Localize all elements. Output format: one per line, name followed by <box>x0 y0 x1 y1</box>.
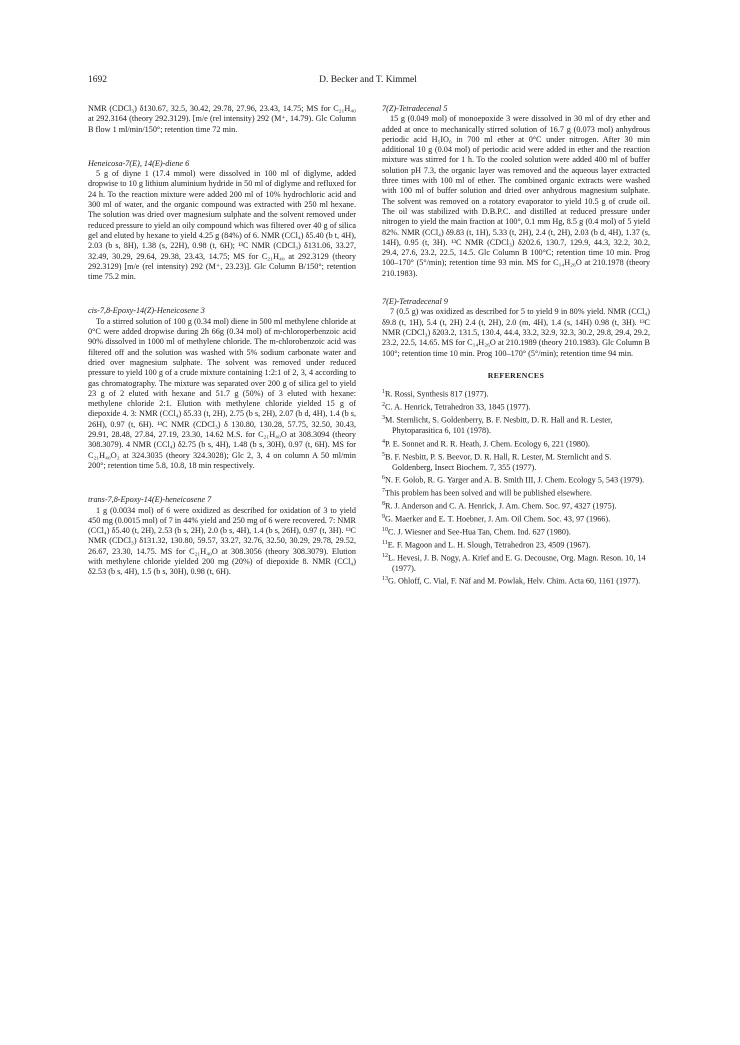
reference-item <box>382 574 650 587</box>
reference-text: E. F. Magoon and L. H. Slough, Tetrahedron 23, 4509 (1967). <box>387 540 591 550</box>
reference-item <box>382 473 650 486</box>
reference-number: 8 <box>382 500 385 507</box>
reference-text: R. Rossi, Synthesis 817 (1977). <box>385 389 489 399</box>
body-paragraph: 15 g (0.049 mol) of monoepoxide 3 were dissolved in 30 ml of dry ether and added at once to mechanically stirred solution of 16.7 g (0.073 mol) anhydrous periodic acid H₅IO₆ in 700 ml ether at 0°C under nitrogen. After 30 min additional 10 g (0.04 mol) of periodic acid were added in ether and the reaction mixture was stirred for 1 h. To the cooled solution were added 400 ml of buffer solution pH 7.3, the organic layer was removed and the aqueous layer extracted three times with 100 ml of ether. The combined organic extracts were washed with 100 ml of buffer solution and dried over anhydrous magnesium sulphate. The solvent was removed on a rotatory evaporator to yield 10.5 g of crude oil. The oil was stabilized with D.B.P.C. and distilled at reduced pressure under nitrogen to yield the main fraction at 100°, 0.1 mm Hg, 8.5 g (0.4 mol) of 5 yield 82%. NMR (CCl₄) δ9.83 (t, 1H), 5.33 (t, 2H), 2.4 (t, 2H), 2.03 (b d, 4H), 1.37 (s, 14H), 0.95 (t, 3H). ¹³C NMR (CDCl₃) δ202.6, 130.7, 129.9, 44.3, 32.2, 30.2, 29.4, 27.6, 23.2, 22.5, 14.5. Glc Column B 100°C; retention time 10 min. Prog 100–170° (5°/min); retention time 93 min. MS for C₁₄H₂₆O at 210.1978 (theory 210.1983). <box>382 114 650 278</box>
section-heading: 7(Z)-Tetradecenal 5 <box>382 104 448 113</box>
body-paragraph: To a stirred solution of 100 g (0.34 mol) diene in 500 ml methylene chloride at 0°C were added dropwise during 2h 66g (0.34 mol) of m-chloroperbenzoic acid 90% dissolved in 1000 ml of methylene chloride. The m-chlorobenzoic acid was filtered off and the solution was washed with 5% sodium carbonate water and dried over magnesium sulphate. The solvent was removed under reduced pressure to yield 100 g of a crude mixture containing 1:2:1 of 2, 3, 4 according to gas chromatography. The mixture was separated over 200 g of silica gel to yield 23 g of 2 eluted with hexane and 51.7 g (50%) of 3 eluted with hexane: methylene chloride 2:1. Elution with methylene chloride yielded 15 g of diepoxide 4. 3: NMR (CCl₄) δ5.33 (t, 2H), 2.75 (b s, 2H), 2.07 (b d, 4H), 1.4 (b s, 26H), 0.97 (t, 6H). ¹³C NMR (CDCl₃) δ 130.80, 130.28, 57.75, 32.50, 30.43, 29.91, 28.48, 27.84, 27.19, 23.30, 14.62 M.S. for C₂₁H₄₀O at 308.3094 (theory 308.3079). 4 NMR (CCl₄) δ2.75 (b s, 4H), 1.48 (b s, 30H), 0.97 (t, 6H). MS for C₂₁H₄₀O₂ at 324.3035 (theory 324.3028); Glc 2, 3, 4 on column A 50 ml/min 200°; retention time 5.8, 10.8, 18 min respectively. <box>88 316 356 470</box>
left-column <box>88 104 356 578</box>
reference-text: R. J. Anderson and C. A. Henrick, J. Am. Chem. Soc. 97, 4327 (1975). <box>385 501 617 511</box>
reference-item <box>382 551 650 574</box>
references-title: REFERENCES <box>487 370 545 380</box>
reference-item <box>382 512 650 525</box>
reference-text: C. A. Henrick, Tetrahedron 33, 1845 (1977). <box>385 402 531 412</box>
reference-item <box>382 413 650 436</box>
reference-item <box>382 538 650 551</box>
section-heading: cis-7,8-Epoxy-14(Z)-Heneicosene 3 <box>88 306 205 316</box>
reference-item <box>382 450 650 473</box>
body-paragraph: 7 (0.5 g) was oxidized as described for 5 to yield 9 in 80% yield. NMR (CCl₄) δ9.8 (t, 1H), 5.4 (t, 2H) 2.4 (t, 2H), 2.0 (m, 4H), 1.4 (s, 14H) 0.98 (t, 3H). ¹³C NMR (CDCl₃) δ203.2, 131.5, 130.4, 44.4, 33.2, 32.9, 32.3, 30.2, 29.8, 29.4, 29.2, 23.2, 22.5, 14.65. MS for C₁₄H₂₆O at 210.1989 (theory 210.1983). Glc Column B 100°; retention time 10 min. Prog 100–170° (5°/min); retention time 94 min. <box>382 307 650 358</box>
reference-item <box>382 387 650 400</box>
section-heading: 7(E)-Tetradecenal 9 <box>382 297 448 307</box>
reference-text: N. F. Golob, R. G. Yarger and A. B. Smith III, J. Chem. Ecology 5, 543 (1979). <box>385 475 645 485</box>
running-head: D. Becker and T. Kimmel <box>319 75 417 85</box>
reference-number: 4 <box>382 438 385 445</box>
section-heading: Heneicosa-7(E), 14(E)-diene 6 <box>88 158 190 168</box>
section-gap <box>88 471 356 495</box>
reference-number: 13 <box>382 576 388 583</box>
body-paragraph: NMR (CDCl₃) δ130.67, 32.5, 30.42, 29.78, 27.96, 23.43, 14.75; MS for C₂₁H₄₀ at 292.3164 (theory 292.3129). [m/e (rel intensity) 292 (M⁺, 14.79). Glc Column B flow 1 ml/min/150°; retention time 72 min. <box>88 104 356 134</box>
body-paragraph: 1 g (0.0034 mol) of 6 were oxidized as described for oxidation of 3 to yield 450 mg (0.0015 mol) of 7 in 44% yield and 250 mg of 6 were recovered. 7: NMR (CCl₄) δ5.40 (t, 2H), 2.53 (b s, 2H), 2.0 (b s, 4H), 1.4 (b s, 26H), 0.97 (t, 3H). ¹³C NMR (CDCl₃) δ131.32, 130.80, 59.57, 33.27, 32.76, 32.50, 30.29, 29.78, 29.52, 26.67, 23.30, 14.75. MS for C₂₁H₄₀O at 308.3056 (theory 308.3079). Elution with methylene chloride yielded 200 mg (20%) of diepoxide 8. NMR (CCl₄) δ2.53 (b s, 4H), 1.5 (b s, 30H), 0.98 (t, 6H). <box>88 505 356 577</box>
reference-text: C. J. Wiesner and See-Hua Tan, Chem. Ind. 627 (1980). <box>388 527 571 537</box>
reference-item <box>382 525 650 538</box>
reference-item <box>382 499 650 512</box>
reference-number: 7 <box>382 487 385 494</box>
reference-item <box>382 400 650 413</box>
section-gap <box>88 282 356 306</box>
page-number: 1692 <box>88 75 107 85</box>
reference-item <box>382 437 650 450</box>
reference-text: This problem has been solved and will be published elsewhere. <box>385 488 592 498</box>
right-column-body <box>382 104 650 359</box>
reference-text: G. Ohloff, C. Vial, F. Näf and M. Powlak, Helv. Chim. Acta 60, 1161 (1977). <box>388 577 641 587</box>
reference-number: 10 <box>382 527 388 533</box>
right-column <box>382 104 650 587</box>
reference-text: G. Maerker and E. T. Hoebner, J. Am. Oil Chem. Soc. 43, 97 (1966). <box>385 514 611 524</box>
body-paragraph: 5 g of diyne 1 (17.4 mmol) were dissolved in 100 ml of diglyme, added dropwise to 10 g lithium aluminium hydride in 50 ml of diglyme and refluxed for 24 h. To the reaction mixture were added 200 ml of 10% hydrochloric acid and 300 ml of water, and the organic compound was extracted with 250 ml hexane. The solution was dried over magnesium sulphate and the solvent removed under reduced pressure to yield an oily compound which was filtered over 40 g of silica gel and eluted by hexane to yield 4.25 g (84%) of 6. NMR (CCl₄) δ5.40 (b t, 4H), 2.03 (b s, 8H), 1.38 (s, 22H), 0.98 (t, 6H); ¹³C NMR (CDCl₃) δ131.06, 33.27, 32.49, 30.29, 29.64, 29.38, 23.43, 14.75; MS for C₂₁H₄₀ at 292.3129 (theory 292.3129) [m/e (rel intensity) 292 (M⁺, 23.23)]. Glc Column B/150°; retention time 75.2 min. <box>88 169 356 282</box>
section-heading: trans-7,8-Epoxy-14(E)-heneicosene 7 <box>88 495 212 505</box>
section-gap <box>88 135 356 159</box>
reference-text: P. E. Sonnet and R. R. Heath, J. Chem. Ecology 6, 221 (1980). <box>385 439 590 449</box>
section-gap <box>382 279 650 297</box>
reference-number: 12 <box>382 553 388 560</box>
reference-number: 9 <box>382 513 385 520</box>
reference-number: 6 <box>382 474 385 481</box>
reference-number: 1 <box>382 389 385 396</box>
reference-text: B. F. Nesbitt, P. S. Beevor, D. R. Hall, R. Lester, M. Sternlicht and S. Goldenberg, Insect Biochem. 7, 355 (1977). <box>385 452 612 472</box>
reference-number: 3 <box>382 415 385 422</box>
reference-item <box>382 486 650 499</box>
reference-number: 2 <box>382 402 385 409</box>
page-header <box>88 75 648 89</box>
reference-number: 5 <box>382 451 385 458</box>
reference-text: L. Hevesi, J. B. Nogy, A. Krief and E. G. Decousne, Org. Magn. Reson. 10, 14 (1977). <box>388 553 646 574</box>
reference-number: 11 <box>382 540 388 547</box>
reference-text: M. Sternlicht, S. Goldenberry, B. F. Nesbitt, D. R. Hall and R. Lester, Phytoparasitica 6, 101 (1978). <box>385 415 613 436</box>
references-list <box>382 387 650 587</box>
